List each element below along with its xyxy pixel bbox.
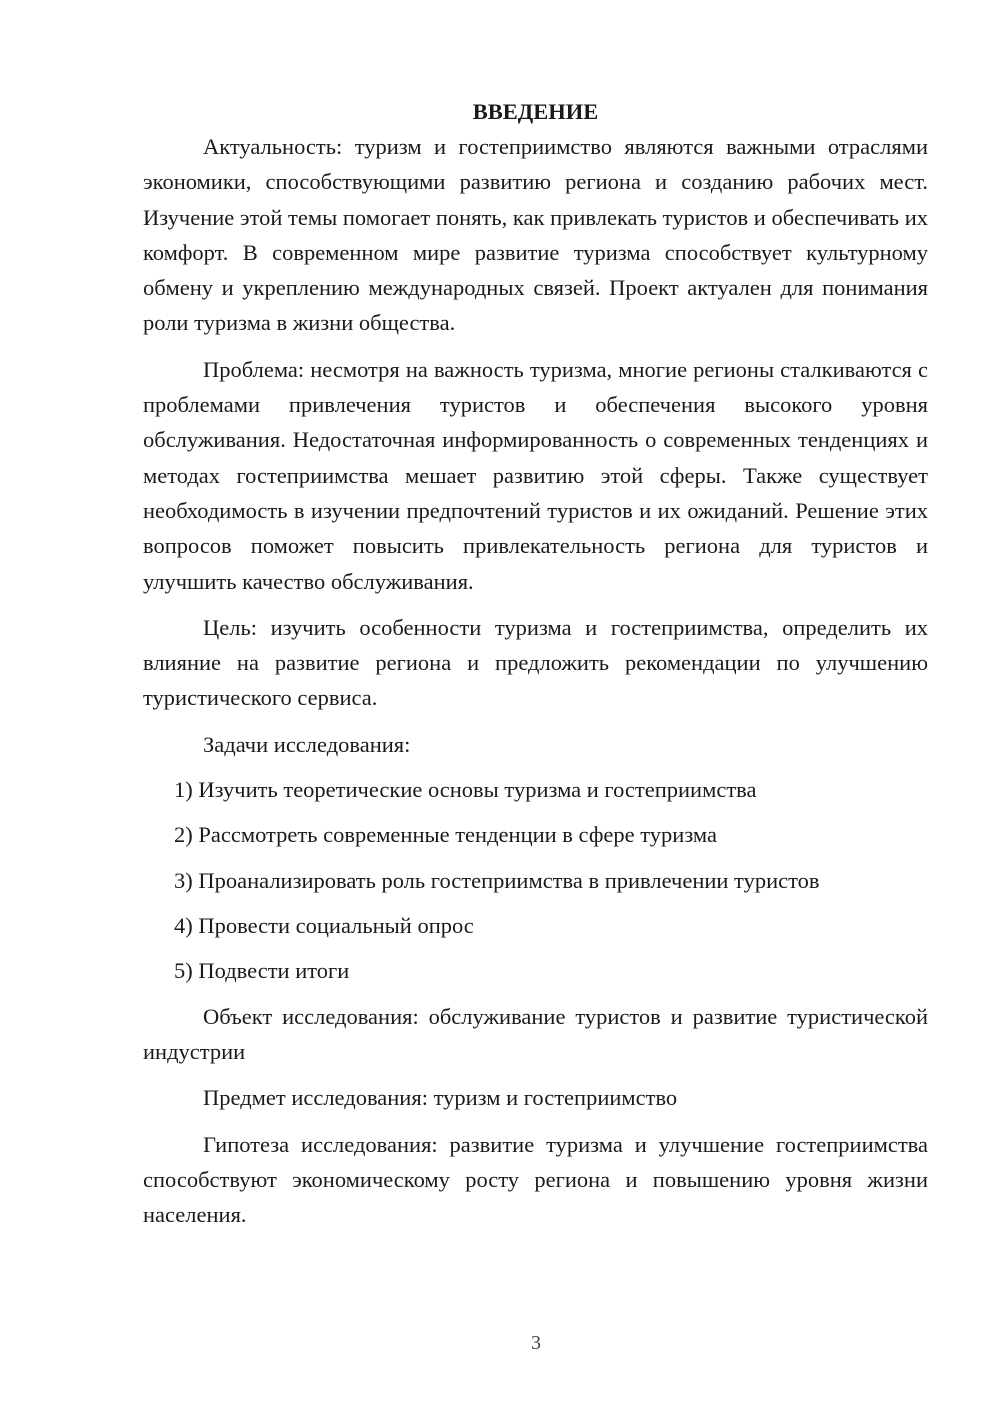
tasks-heading: Задачи исследования: [203, 731, 411, 757]
object-paragraph: Объект исследования: обслуживание туристов и развитие туристической индустрии [143, 1003, 928, 1064]
page-number: 3 [531, 1332, 541, 1354]
list-item: 2) Рассмотреть современные тенденции в сфере туризма [174, 822, 717, 848]
problem-paragraph: Проблема: несмотря на важность туризма, многие регионы сталкиваются с проблемами привлечения туристов и обеспечения высокого уровня обслуживания. Недостаточная информированность о современных тенденциях и методах гостеприимства мешает развитию этой сферы. Также существует необходимость в изучении предпочтений туристов и их ожиданий. Решение этих вопросов поможет повысить привлекательность региона для туристов и улучшить качество обслуживания. [143, 356, 928, 594]
page-content [143, 94, 928, 1232]
tasks-list [143, 772, 928, 989]
subject-paragraph: Предмет исследования: туризм и гостеприимство [203, 1085, 678, 1111]
page-title: ВВЕДЕНИЕ [472, 99, 599, 124]
list-item: 4) Провести социальный опрос [174, 912, 474, 938]
list-item: 5) Подвести итоги [174, 958, 350, 984]
relevance-paragraph: Актуальность: туризм и гостеприимство являются важными отраслями экономики, способствующими развитию региона и созданию рабочих мест. Изучение этой темы помогает понять, как привлекать туристов и обеспечивать их комфорт. В современном мире развитие туризма способствует культурному обмену и укреплению международных связей. Проект актуален для понимания роли туризма в жизни общества. [143, 134, 928, 336]
hypothesis-paragraph: Гипотеза исследования: развитие туризма и улучшение гостеприимства способствуют экономическому росту региона и повышению уровня жизни населения. [143, 1131, 928, 1228]
list-item: 3) Проанализировать роль гостеприимства в привлечении туристов [174, 867, 820, 893]
list-item: 1) Изучить теоретические основы туризма и гостеприимства [174, 776, 757, 802]
goal-paragraph: Цель: изучить особенности туризма и гостеприимства, определить их влияние на развитие региона и предложить рекомендации по улучшению туристического сервиса. [143, 614, 928, 711]
